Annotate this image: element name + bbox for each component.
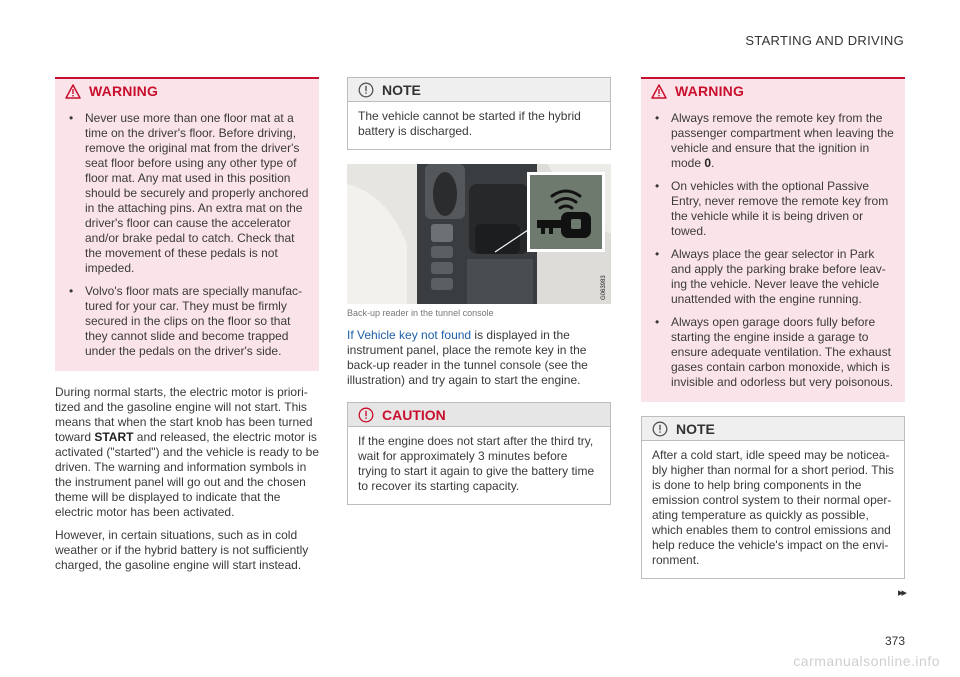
list-item xyxy=(651,111,895,171)
caution-header xyxy=(348,403,610,427)
next-page-arrow-icon: ▸▸ xyxy=(897,587,905,599)
warning-triangle-icon xyxy=(651,84,667,99)
warning-box-floor-mats xyxy=(55,77,319,371)
text-run: . xyxy=(711,156,715,170)
list-item: • Never use more than one floor mat at a time on the driver's floor. Before driving, remove the original mat from the driver's seat floor before using any other type of floor mat. Any mat used in this position should be securely and properly anchored in the attaching pins. An extra mat on the driver's floor can cause the accelerator and/or brake pedal to catch. Check that the movement of these pedals is not impeded. xyxy=(65,111,309,276)
text-run: and released, the electric motor is activated ("started") and the vehicle is ready to be driven. The warning and information symbols in the instrument panel will go out and the chosen theme will be displayed to indicate that the electric motor has been activated. xyxy=(55,430,319,519)
warning-list xyxy=(641,103,905,402)
note-header xyxy=(642,417,904,441)
note-title: NOTE xyxy=(676,420,715,437)
paragraph-normal-starts xyxy=(55,385,319,520)
warning-triangle-icon xyxy=(65,84,81,99)
figure-caption: Back-up reader in the tunnel console xyxy=(347,308,494,318)
message-highlight: If Vehicle key not found xyxy=(347,328,472,342)
mode-label: 0 xyxy=(704,156,712,170)
list-item: • Always open garage doors fully before starting the engine inside a garage to ensure adequate ventilation. The exhaust gases contain carbon monoxide, which is invisible and odorless but very poisonous. xyxy=(651,315,895,390)
note-text: After a cold start, idle speed may be noticea-bly higher than normal for a short period. This is done to help bring components in the emission control system to their normal oper-ating temperature as quickly as possible, which enables them to control emissions and help reduce the vehicle's impact on the envi-ronment. xyxy=(652,448,894,567)
warning-header xyxy=(55,77,319,103)
text-run: Always remove the remote key from the passenger compartment when leaving the vehicle and ensure that the ignition in mode xyxy=(671,111,894,170)
tunnel-console-illustration xyxy=(347,164,611,304)
list-item: • Always place the gear selector in Park and apply the parking brake before leav-ing the vehicle. Never leave the vehicle unattended with the engine running. xyxy=(651,247,895,307)
column-left xyxy=(55,77,319,581)
watermark: carmanualsonline.info xyxy=(793,653,940,669)
info-icon xyxy=(358,82,374,98)
column-middle xyxy=(347,77,611,505)
note-box-battery xyxy=(347,77,611,150)
note-title: NOTE xyxy=(382,81,421,98)
warning-header xyxy=(641,77,905,103)
note-header xyxy=(348,78,610,102)
paragraph-cold-weather: However, in certain situations, such as in cold weather or if the hybrid battery is not sufficiently charged, the gasoline engine will start instead. xyxy=(55,528,309,572)
figure-code: G063983 xyxy=(601,275,607,300)
page-number: 373 xyxy=(884,634,905,648)
warning-box-remote-key xyxy=(641,77,905,402)
text-run: During normal starts, the electric motor is priori-tized and the gasoline engine will not start. This means that when the start knob has been turned toward xyxy=(55,385,313,444)
caution-icon xyxy=(358,407,374,423)
warning-list xyxy=(55,103,319,371)
column-right xyxy=(641,77,905,579)
figure-backup-reader xyxy=(347,164,611,304)
start-label: START xyxy=(94,430,134,444)
warning-title: WARNING xyxy=(675,83,745,99)
note-text: The vehicle cannot be started if the hybrid battery is discharged. xyxy=(358,109,581,138)
caution-box-restart xyxy=(347,402,611,505)
info-icon xyxy=(652,421,668,437)
caution-text: If the engine does not start after the third try, wait for approximately 3 minutes before trying to start it again to give the battery time to recover its starting capacity. xyxy=(358,434,595,493)
note-box-idle-speed xyxy=(641,416,905,579)
list-item: • Volvo's floor mats are specially manufac-tured for your car. They must be firmly secured in the clips on the floor so that they cannot slide and become trapped under the pedals on the driver's side. xyxy=(65,284,309,359)
section-header: STARTING AND DRIVING xyxy=(745,33,904,48)
warning-title: WARNING xyxy=(89,83,159,99)
list-item: • On vehicles with the optional Passive Entry, never remove the remote key from the vehicle while it is being driven or towed. xyxy=(651,179,895,239)
text-run: is displayed in the instrument panel, place the remote key in the back-up reader in the tunnel console (see the illustration) and try again to start the engine. xyxy=(347,328,588,387)
paragraph-key-not-found xyxy=(347,328,611,388)
caution-title: CAUTION xyxy=(382,406,446,423)
